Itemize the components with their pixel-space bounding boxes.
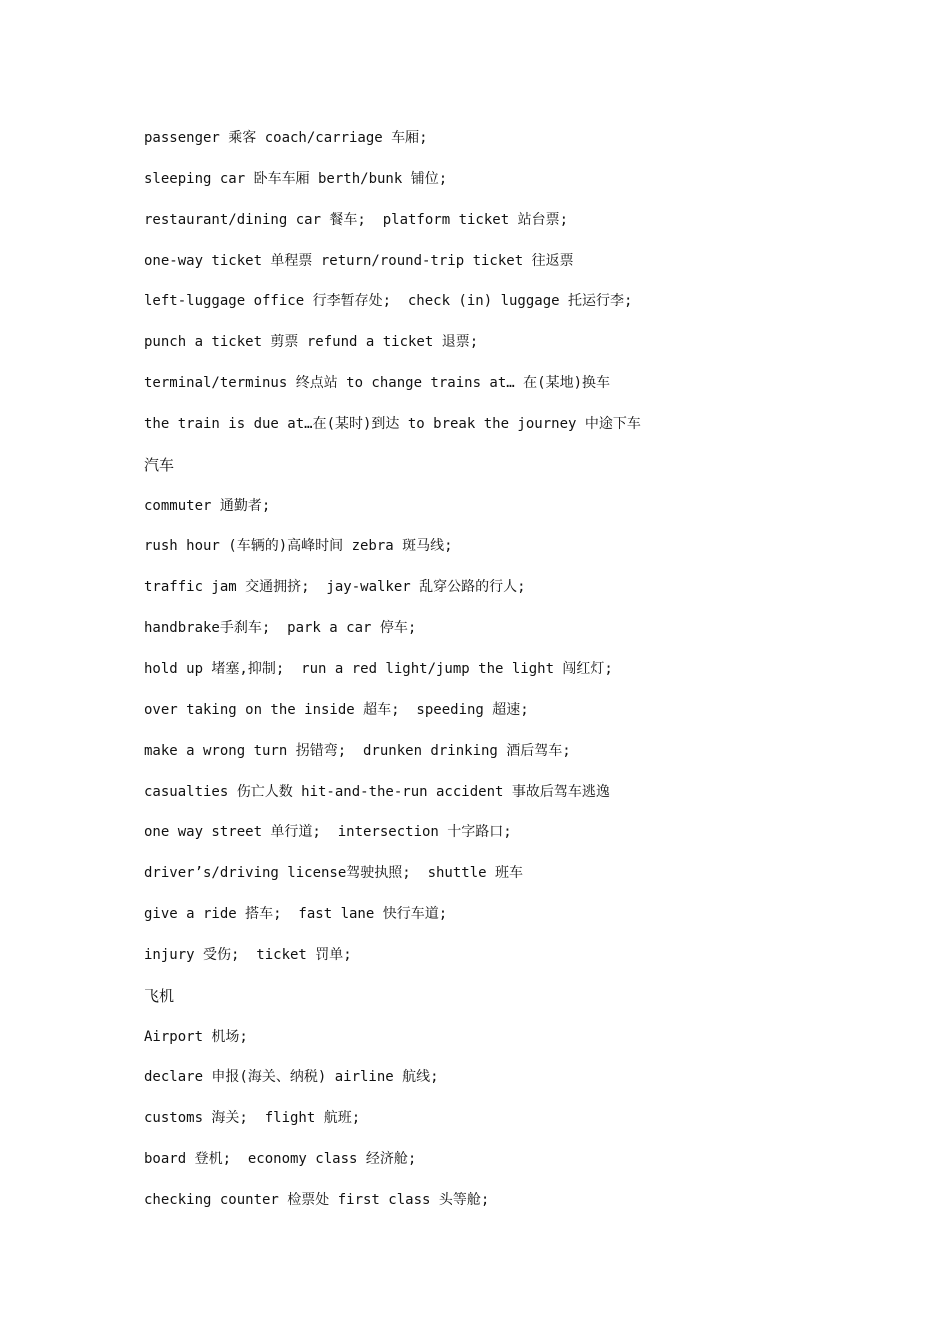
vocabulary-line: handbrake手刹车; park a car 停车;: [144, 620, 417, 637]
vocabulary-line: board 登机; economy class 经济舱;: [144, 1151, 417, 1168]
vocabulary-line: checking counter 检票处 first class 头等舱;: [144, 1191, 490, 1208]
vocabulary-line: Airport 机场;: [144, 1028, 248, 1045]
vocabulary-line: commuter 通勤者;: [144, 497, 271, 514]
vocabulary-line: terminal/terminus 终点站 to change trains at… 在(某地)换车: [144, 375, 611, 392]
section-heading: 汽车: [144, 455, 175, 474]
vocabulary-line: give a ride 搭车; fast lane 快行车道;: [144, 906, 448, 923]
section-heading: 飞机: [144, 986, 175, 1005]
vocabulary-list: [144, 124, 864, 1227]
vocabulary-line: over taking on the inside 超车; speeding 超速;: [144, 701, 529, 718]
vocabulary-line: traffic jam 交通拥挤; jay-walker 乱穿公路的行人;: [144, 579, 526, 596]
vocabulary-line: left-luggage office 行李暂存处; check (in) luggage 托运行李;: [144, 293, 633, 310]
vocabulary-line: injury 受伤; ticket 罚单;: [144, 946, 352, 963]
vocabulary-line: declare 申报(海关、纳税) airline 航线;: [144, 1069, 439, 1086]
vocabulary-line: make a wrong turn 拐错弯; drunken drinking 酒后驾车;: [144, 742, 571, 759]
vocabulary-line: casualties 伤亡人数 hit-and-the-run accident 事故后驾车逃逸: [144, 783, 610, 800]
vocabulary-line: customs 海关; flight 航班;: [144, 1110, 361, 1127]
vocabulary-line: restaurant/dining car 餐车; platform ticket 站台票;: [144, 211, 569, 228]
vocabulary-line: driver’s/driving license驾驶执照; shuttle 班车: [144, 865, 524, 882]
vocabulary-line: rush hour (车辆的)高峰时间 zebra 斑马线;: [144, 538, 453, 555]
vocabulary-line: one way street 单行道; intersection 十字路口;: [144, 824, 512, 841]
vocabulary-line: one-way ticket 单程票 return/round-trip ticket 往返票: [144, 252, 574, 269]
vocabulary-line: passenger 乘客 coach/carriage 车厢;: [144, 130, 428, 146]
vocabulary-line: hold up 堵塞,抑制; run a red light/jump the light 闯红灯;: [144, 660, 613, 677]
vocabulary-line: punch a ticket 剪票 refund a ticket 退票;: [144, 334, 479, 351]
vocabulary-line: sleeping car 卧车车厢 berth/bunk 铺位;: [144, 170, 448, 187]
vocabulary-line: the train is due at…在(某时)到达 to break the journey 中途下车: [144, 415, 641, 432]
